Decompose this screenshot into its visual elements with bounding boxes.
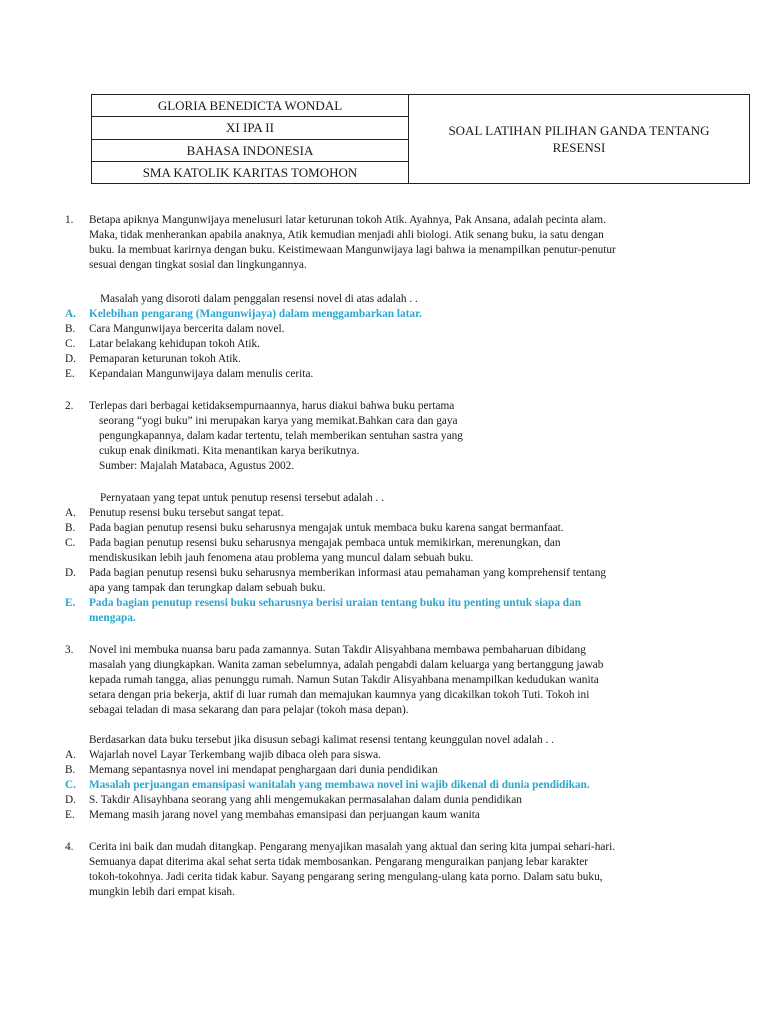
- option-c[interactable]: C. Pada bagian penutup resensi buku seharusnya mengajak pembaca untuk memikirkan, merenungkan, dan mendiskusikan lebih jauh fenomena atau problema yang muncul dalam sebuah buku.: [65, 537, 561, 564]
- question-prompt: Pernyataan yang tepat untuk penutup resensi tersebut adalah . .: [100, 492, 384, 504]
- option-c[interactable]: C. Masalah perjuangan emansipasi wanitalah yang membawa novel ini wajib dikenal di dunia pendidikan.: [65, 779, 590, 791]
- school-name: SMA KATOLIK KARITAS TOMOHON: [92, 161, 409, 183]
- option-e[interactable]: E. Pada bagian penutup resensi buku seharusnya berisi uraian tentang buku itu penting untuk siapa dan mengapa.: [65, 597, 582, 624]
- passage-line: mungkin lebih dari empat kisah.: [89, 886, 235, 898]
- option-b[interactable]: B. Memang sepantasnya novel ini mendapat penghargaan dari dunia pendidikan: [65, 764, 438, 776]
- passage-line: buku. Ia membuat karirnya dengan buku. Keistimewaan Mangunwijaya lagi bahwa ia menampilkan penutur-penutur: [89, 244, 616, 256]
- question-number: 3.: [65, 644, 74, 656]
- question-4: [65, 840, 705, 900]
- question-2-choices: [65, 491, 705, 626]
- question-prompt: Masalah yang disoroti dalam penggalan resensi novel di atas adalah . .: [100, 293, 418, 305]
- student-name: GLORIA BENEDICTA WONDAL: [92, 95, 409, 117]
- option-d[interactable]: D. Pemaparan keturunan tokoh Atik.: [65, 353, 241, 365]
- class-name: XI IPA II: [92, 117, 409, 139]
- passage-line: cukup enak dinikmati. Kita menantikan karya berikutnya.: [99, 445, 360, 457]
- question-number: 2.: [65, 400, 74, 412]
- passage-line: seorang “yogi buku” ini merupakan karya yang memikat.Bahkan cara dan gaya: [99, 415, 458, 427]
- title-line-2: RESENSI: [552, 140, 606, 155]
- passage-line: Betapa apiknya Mangunwijaya menelusuri latar keturunan tokoh Atik. Ayahnya, Pak Ansana, adalah pecinta alam.: [89, 214, 606, 226]
- passage-line: kepada rumah tangga, alias penunggu rumah. Namun Sutan Takdir Alisyahbana menampilkan kedudukan wanita: [89, 674, 599, 686]
- title-line-1: SOAL LATIHAN PILIHAN GANDA TENTANG: [448, 123, 710, 138]
- passage-line: Terlepas dari berbagai ketidaksempurnaannya, harus diakui bahwa buku pertama: [89, 400, 455, 412]
- option-a[interactable]: A. Penutup resensi buku tersebut sangat tepat.: [65, 507, 284, 519]
- question-passage: [89, 213, 705, 273]
- passage-line: masalah yang diungkapkan. Wanita zaman sebelumnya, adalah pengabdi dalam keluarga yang bertanggung jawab: [89, 659, 604, 671]
- question-number: 4.: [65, 841, 74, 853]
- option-b[interactable]: B. Cara Mangunwijaya bercerita dalam novel.: [65, 323, 285, 335]
- option-a[interactable]: A. Kelebihan pengarang (Mangunwijaya) dalam menggambarkan latar.: [65, 308, 422, 320]
- passage-line: setara dengan pria bekerja, aktif di luar rumah dan memajukan kaumnya yang dicakilkan tokoh Tuti. Tokoh ini: [89, 689, 590, 701]
- passage-line: sesuai dengan tingkat sosial dan lingkungannya.: [89, 259, 307, 271]
- option-b[interactable]: B. Pada bagian penutup resensi buku seharusnya mengajak untuk membaca buku karena sangat bermanfaat.: [65, 522, 564, 534]
- passage-line: Novel ini membuka nuansa baru pada zamannya. Sutan Takdir Alisyahbana membawa pembaharuan dibidang: [89, 644, 586, 656]
- document-title: [409, 95, 750, 184]
- question-number: 1.: [65, 214, 74, 226]
- passage-line: Semuanya dapat diterima akal sehat serta tidak membosankan. Pengarang menguraikan panjang lebar karakter: [89, 856, 589, 868]
- question-2: [65, 399, 705, 474]
- question-passage: [89, 840, 705, 900]
- passage-line: tokoh-tokohnya. Jadi cerita tidak kabur. Sayang pengarang sering mengulang-ulang kata porno. Dalam satu buku,: [89, 871, 603, 883]
- question-passage: [89, 643, 705, 718]
- question-3: [65, 643, 705, 718]
- option-d[interactable]: D. S. Takdir Alisayhbana seorang yang ahli mengemukakan permasalahan dalam dunia pendidikan: [65, 794, 522, 806]
- passage-line: sebagai teladan di masa sekarang dan para pelajar (tokoh masa depan).: [89, 704, 409, 716]
- subject-name: BAHASA INDONESIA: [92, 139, 409, 161]
- option-c[interactable]: C. Latar belakang kehidupan tokoh Atik.: [65, 338, 260, 350]
- question-prompt: Berdasarkan data buku tersebut jika disusun sebagi kalimat resensi tentang keunggulan novel adalah . .: [89, 734, 554, 746]
- option-a[interactable]: A. Wajarlah novel Layar Terkembang wajib dibaca oleh para siswa.: [65, 749, 382, 761]
- passage-line: Cerita ini baik dan mudah ditangkap. Pengarang menyajikan masalah yang aktual dan sering kita jumpai sehari-hari.: [89, 841, 616, 853]
- option-e[interactable]: E. Kepandaian Mangunwijaya dalam menulis cerita.: [65, 368, 314, 380]
- question-1: [65, 213, 705, 273]
- header-table: [91, 94, 750, 184]
- passage-line: Maka, tidak menherankan apabila anaknya, Atik kemudian menjadi ahli biologi. Atik senang buku, ia satu dengan: [89, 229, 604, 241]
- option-d[interactable]: D. Pada bagian penutup resensi buku seharusnya memberikan informasi atau pemahaman yang komprehensif tentang apa yang tampak dan terungkap dalam sebuah buku.: [65, 567, 606, 594]
- passage-line: pengungkapannya, dalam kadar tertentu, telah memberikan sentuhan sastra yang: [99, 430, 463, 442]
- question-1-choices: [65, 292, 705, 382]
- question-3-choices: [65, 733, 705, 823]
- source-line: Sumber: Majalah Matabaca, Agustus 2002.: [99, 460, 295, 472]
- option-e[interactable]: E. Memang masih jarang novel yang membahas emansipasi dan perjuangan kaum wanita: [65, 809, 480, 821]
- question-passage: [89, 399, 705, 474]
